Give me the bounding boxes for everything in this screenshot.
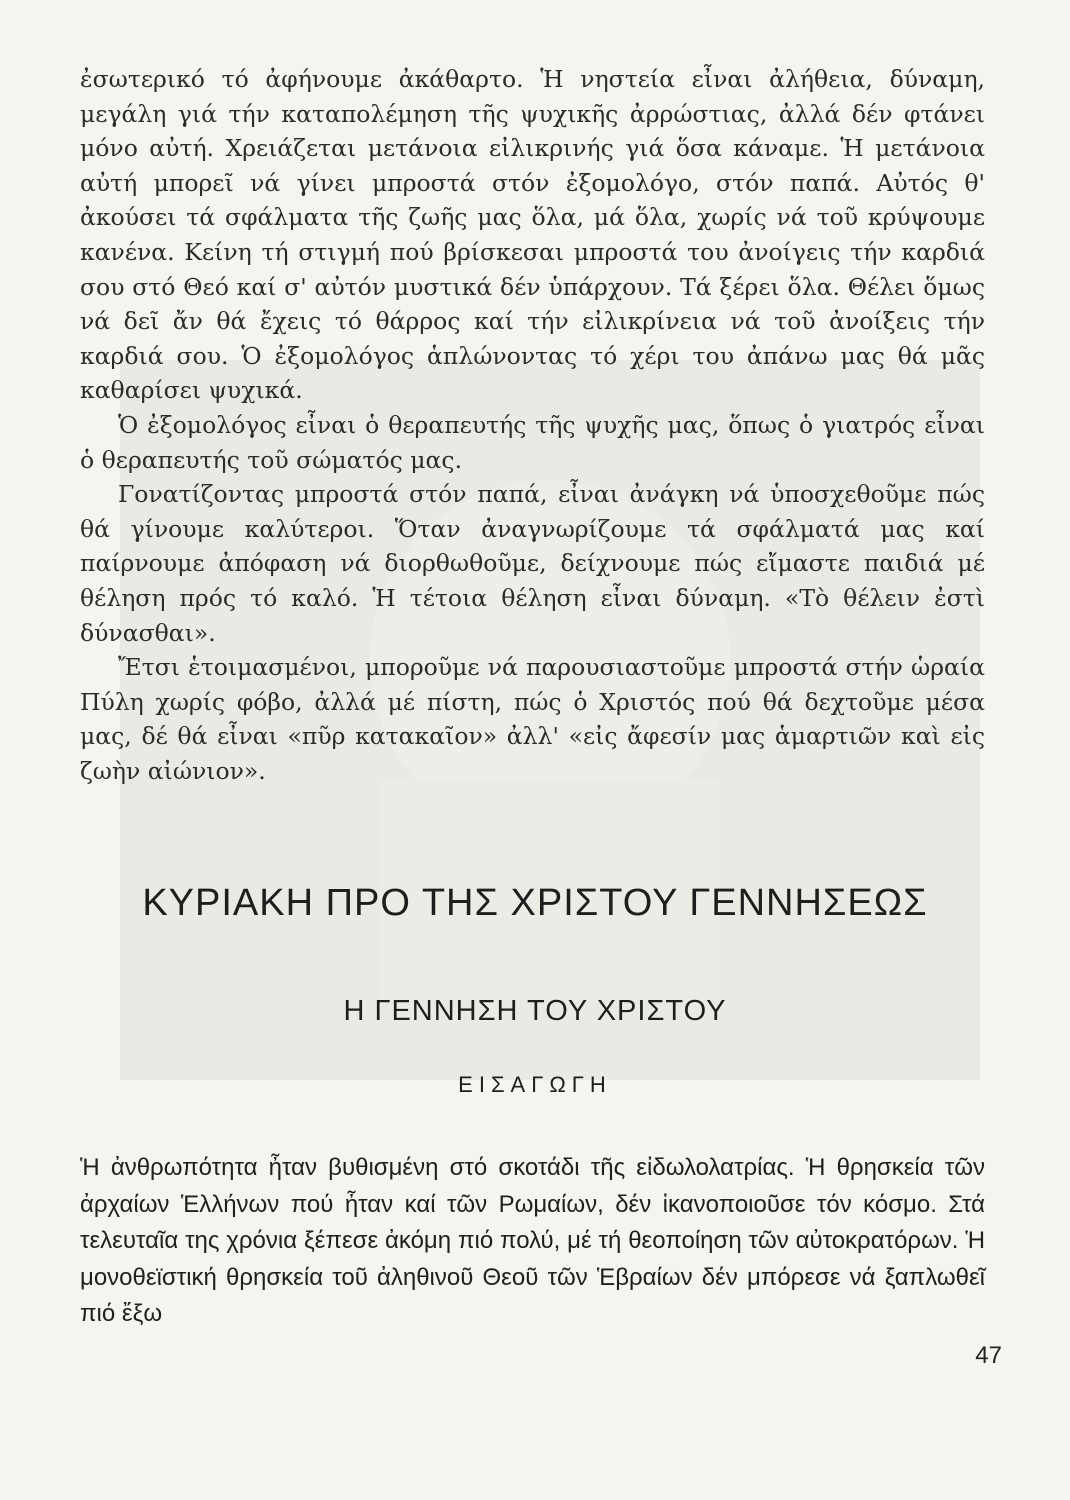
- paragraph: ἐσωτερικό τό ἀφήνουμε ἀκάθαρτο. Ἡ νηστεία εἶναι ἀλήθεια, δύναμη, μεγάλη γιά τήν καταπολέμηση τῆς ψυχικῆς ἀρρώστιας, ἀλλά δέν φτάνει μόνο αὐτή. Χρειάζεται μετάνοια εἰλικρινής γιά ὅσα κάναμε. Ἡ μετάνοια αὐτή μπορεῖ νά γίνει μπροστά στόν ἐξομολόγο, στόν παπά. Αὐτός θ' ἀκούσει τά σφάλματα τῆς ζωῆς μας ὅλα, μά ὅλα, χωρίς νά τοῦ κρύψουμε κανένα. Κείνη τή στιγμή πού βρίσκεσαι μπροστά του ἀνοίγεις τήν καρδιά σου στό Θεό καί σ' αὐτόν μυστικά δέν ὑπάρχουν. Τά ξέρει ὅλα. Θέλει ὅμως νά δεῖ ἄν θά ἔχεις τό θάρρος καί τήν εἰλικρίνεια νά τοῦ ἀνοίξεις τήν καρδιά σου. Ὁ ἐξομολόγος ἁπλώνοντας τό χέρι του ἀπάνω μας θά μᾶς καθαρίσει ψυχικά.: [80, 65, 985, 405]
- page-number: 47: [975, 1342, 1002, 1369]
- paragraph: Ὁ ἐξομολόγος εἶναι ὁ θεραπευτής τῆς ψυχῆς μας, ὅπως ὁ γιατρός εἶναι ὁ θεραπευτής τοῦ σώματός μας.: [80, 410, 985, 474]
- section-subtitle: Η ΓΕΝΝΗΣΗ ΤΟΥ ΧΡΙΣΤΟΥ: [343, 995, 727, 1027]
- paragraph: Γονατίζοντας μπροστά στόν παπά, εἶναι ἀνάγκη νά ὑποσχεθοῦμε πώς θά γίνουμε καλύτεροι. Ὅταν ἀναγνωρίζουμε τά σφάλματά μας καί παίρνουμε ἀπόφαση νά διορθωθοῦμε, δείχνουμε πώς εἴμαστε παιδιά μέ θέληση πρός τό καλό. Ἡ τέτοια θέληση εἶναι δύναμη. «Τὸ θέλειν ἐστὶ δύνασθαι».: [80, 480, 985, 647]
- section-title: ΚΥΡΙΑΚΗ ΠΡΟ ΤΗΣ ΧΡΙΣΤΟΥ ΓΕΝΝΗΣΕΩΣ: [142, 882, 928, 924]
- body-text: [80, 62, 985, 788]
- paragraph: Ἔτσι ἑτοιμασμένοι, μποροῦμε νά παρουσιαστοῦμε μπροστά στήν ὡραία Πύλη χωρίς φόβο, ἀλλά μέ πίστη, πώς ὁ Χριστός πού θά δεχτοῦμε μέσα μας, δέ θά εἶναι «πῦρ κατακαῖον» ἀλλ' «εἰς ἄφεσίν μας ἁμαρτιῶν καὶ εἰς ζωὴν αἰώνιον».: [80, 653, 985, 785]
- introduction-heading: ΕΙΣΑΓΩΓΗ: [458, 1072, 612, 1097]
- paragraph: Ἡ ἀνθρωπότητα ἦταν βυθισμένη στό σκοτάδι τῆς εἰδωλολατρίας. Ἡ θρησκεία τῶν ἀρχαίων Ἑλλήνων πού ἦταν καί τῶν Ρωμαίων, δέν ἱκανοποιοῦσε τόν κόσμο. Στά τελευταῖα της χρόνια ξέπεσε ἀκόμη πιό πολύ, μέ τή θεοποίηση τῶν αὐτοκρατόρων. Ἡ μονοθεϊστική θρησκεία τοῦ ἀληθινοῦ Θεοῦ τῶν Ἑβραίων δέν μπόρεσε νά ξαπλωθεῖ πιό ἔξω: [80, 1154, 985, 1327]
- introduction-text: [80, 1150, 985, 1333]
